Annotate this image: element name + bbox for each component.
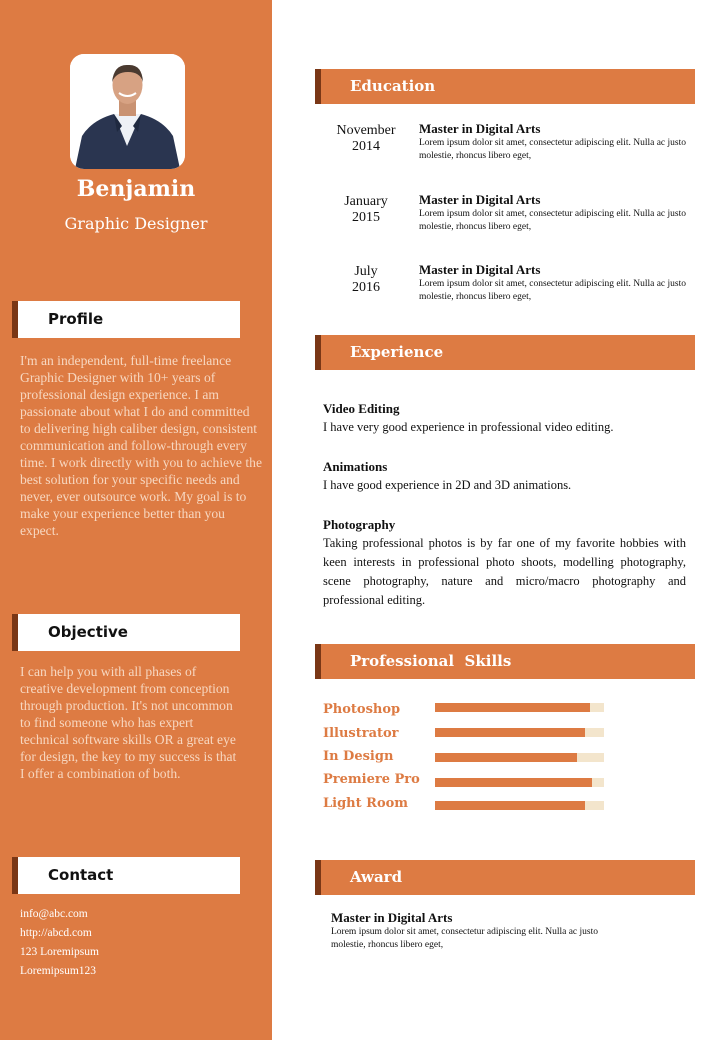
education-date bbox=[323, 123, 409, 155]
skills-heading: Professional Skills bbox=[350, 652, 512, 670]
education-title: Master in Digital Arts bbox=[419, 262, 541, 277]
education-entry bbox=[323, 192, 695, 248]
skill-bar-fill bbox=[435, 778, 592, 787]
education-body bbox=[419, 262, 695, 304]
person-title: Graphic Designer bbox=[64, 214, 208, 233]
award-heading: Award bbox=[350, 868, 403, 886]
experience-heading-box bbox=[315, 335, 695, 370]
skill-label: In Design bbox=[323, 749, 394, 764]
award-title: Master in Digital Arts bbox=[331, 910, 453, 925]
education-year: 2015 bbox=[352, 210, 380, 225]
skill-label: Illustrator bbox=[323, 726, 399, 741]
education-heading-box bbox=[315, 69, 695, 104]
objective-heading-box bbox=[12, 614, 240, 651]
award-entry bbox=[331, 910, 601, 952]
education-desc: Lorem ipsum dolor sit amet, consectetur adipiscing elit. Nulla ac justo molestie, rhoncus libero eget, bbox=[419, 209, 686, 232]
experience-title: Photography bbox=[323, 517, 396, 532]
education-date bbox=[323, 194, 409, 226]
education-date bbox=[323, 264, 409, 296]
skill-track bbox=[435, 728, 604, 737]
person-name: Benjamin bbox=[76, 176, 196, 202]
skill-label: Light Room bbox=[323, 796, 409, 811]
education-heading: Education bbox=[350, 77, 436, 95]
education-body bbox=[419, 121, 695, 163]
education-title: Master in Digital Arts bbox=[419, 121, 541, 136]
objective-text: I can help you with all phases of creative development from conception through production. It's not uncommon to find someone who has expert technical software skills OR a great eye for design, the key to my success is that I offer a combination of both. bbox=[20, 664, 237, 781]
education-entry bbox=[323, 121, 695, 177]
experience-heading: Experience bbox=[350, 343, 444, 361]
education-month: January bbox=[344, 194, 388, 209]
profile-photo-image bbox=[70, 54, 185, 169]
contact-address: 123 Loremipsum bbox=[20, 946, 99, 958]
award-desc: Lorem ipsum dolor sit amet, consectetur adipiscing elit. Nulla ac justo molestie, rhoncus libero eget, bbox=[331, 927, 598, 950]
sidebar bbox=[0, 0, 272, 1040]
skill-track bbox=[435, 753, 604, 762]
profile-text: I'm an independent, full-time freelance Graphic Designer with 10+ years of professional design experience. I am passionate about what I do and committed to delivering high caliber design, consistent communication and follow-through every time. I work directly with you to achieve the best solution for your specific needs and never, ever outsource work. My goal is to make your experience better than you expect. bbox=[20, 353, 262, 538]
contact-heading-box bbox=[12, 857, 240, 894]
skill-track bbox=[435, 778, 604, 787]
education-month: July bbox=[354, 264, 378, 279]
skill-track bbox=[435, 801, 604, 810]
skill-bar-fill bbox=[435, 801, 585, 810]
contact-email[interactable]: info@abc.com bbox=[20, 908, 88, 920]
skill-bar-fill bbox=[435, 753, 577, 762]
skill-bar-fill bbox=[435, 728, 585, 737]
education-entry bbox=[323, 262, 695, 318]
profile-heading-box bbox=[12, 301, 240, 338]
experience-item bbox=[323, 400, 686, 437]
education-desc: Lorem ipsum dolor sit amet, consectetur adipiscing elit. Nulla ac justo molestie, rhoncus libero eget, bbox=[419, 138, 686, 161]
experience-desc: Taking professional photos is by far one of my favorite hobbies with keen interests in professional photo shoots, modelling photography, scene photography, nature and micro/macro photography and professional editing. bbox=[323, 536, 686, 607]
contact-list bbox=[20, 905, 99, 981]
experience-item bbox=[323, 458, 686, 495]
education-body bbox=[419, 192, 695, 234]
experience-title: Video Editing bbox=[323, 401, 400, 416]
experience-desc: I have good experience in 2D and 3D animations. bbox=[323, 478, 572, 492]
education-desc: Lorem ipsum dolor sit amet, consectetur adipiscing elit. Nulla ac justo molestie, rhoncus libero eget, bbox=[419, 279, 686, 302]
contact-website[interactable]: http://abcd.com bbox=[20, 927, 92, 939]
skill-track bbox=[435, 703, 604, 712]
objective-heading: Objective bbox=[48, 623, 128, 641]
contact-heading: Contact bbox=[48, 866, 114, 884]
profile-heading: Profile bbox=[48, 310, 104, 328]
education-month: November bbox=[336, 123, 396, 138]
education-year: 2016 bbox=[352, 280, 380, 295]
contact-extra: Loremipsum123 bbox=[20, 965, 97, 977]
education-title: Master in Digital Arts bbox=[419, 192, 541, 207]
skills-heading-box bbox=[315, 644, 695, 679]
experience-title: Animations bbox=[323, 459, 388, 474]
profile-photo bbox=[70, 54, 185, 169]
skill-label: Premiere Pro bbox=[323, 772, 420, 787]
award-heading-box bbox=[315, 860, 695, 895]
experience-item bbox=[323, 516, 686, 610]
experience-desc: I have very good experience in professional video editing. bbox=[323, 420, 614, 434]
skill-label: Photoshop bbox=[323, 702, 401, 717]
education-year: 2014 bbox=[352, 139, 380, 154]
skill-bar-fill bbox=[435, 703, 590, 712]
